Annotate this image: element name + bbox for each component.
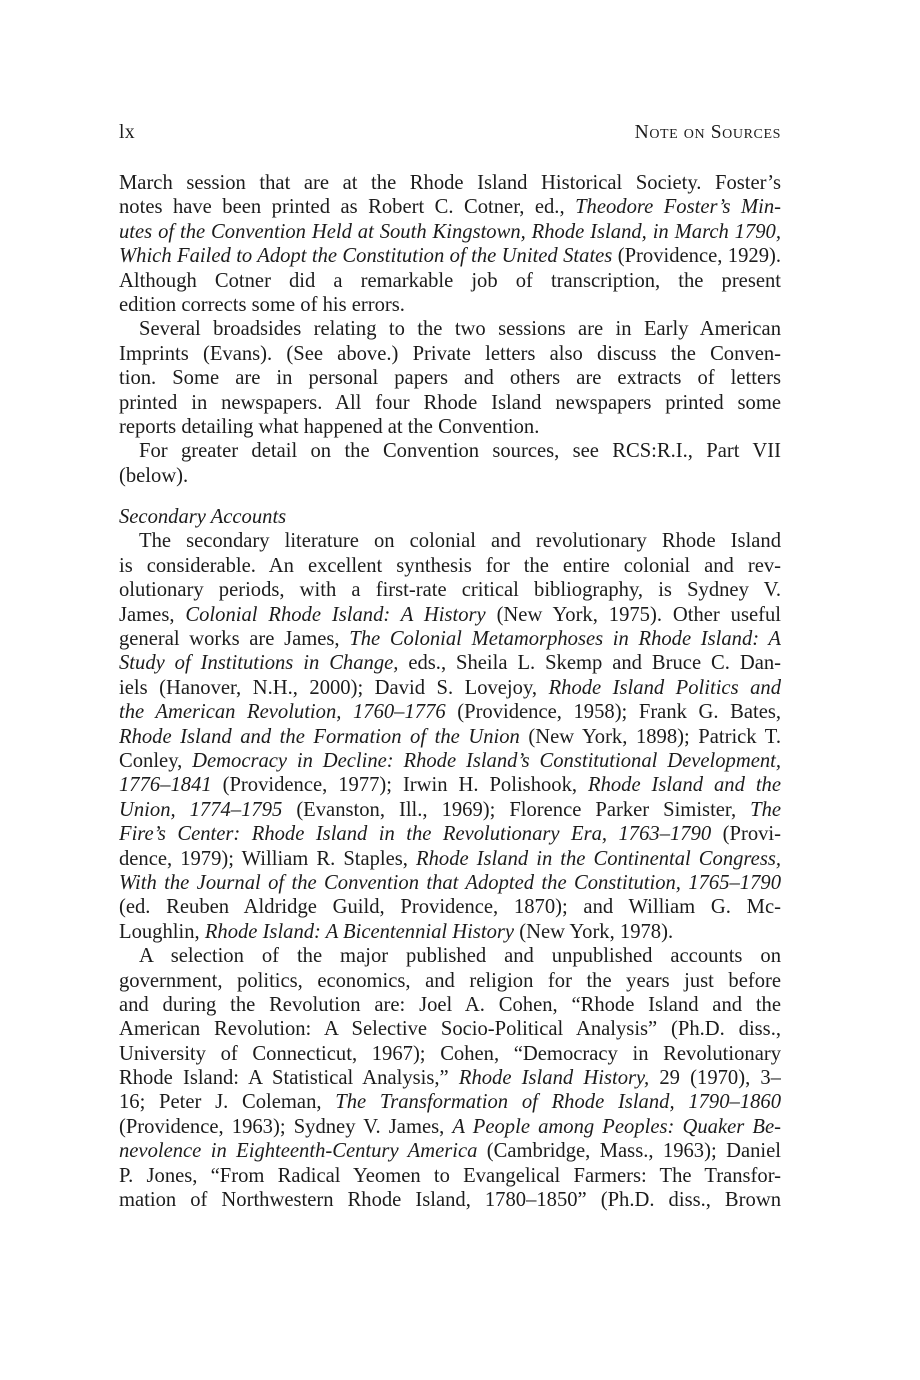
text-run: University of Connecticut, 1967); Cohen, “Democracy in Revolutionary <box>119 1042 781 1065</box>
text-run: Conley, <box>119 749 193 772</box>
italic-title: nevolence in Eighteenth-Century America <box>119 1140 478 1163</box>
italic-title: the American Revolution, 1760–1776 <box>119 701 446 724</box>
italic-title: Union, 1774–1795 <box>119 798 283 821</box>
italic-title: Rhode Island: A Bicentennial History <box>204 920 515 943</box>
italic-title: The Transformation of Rhode Island, 1790–1860 <box>335 1091 781 1114</box>
text-run: (New York, 1978). <box>514 920 674 943</box>
text-line <box>119 920 781 944</box>
text-line <box>119 342 781 366</box>
text-line <box>119 895 781 919</box>
italic-title: With the Journal of the Convention that Adopted the Constitution, 1765–1790 <box>119 871 781 894</box>
text-run: and during the Revolution are: Joel A. Cohen, “Rhode Island and the <box>119 993 781 1016</box>
text-run: notes have been printed as Robert C. Cotner, ed., <box>119 196 576 219</box>
text-run: (below). <box>119 464 189 487</box>
text-run: The secondary literature on colonial and revolutionary Rhode Island <box>139 530 781 553</box>
text-line <box>119 529 781 553</box>
text-line <box>119 871 781 895</box>
text-run: (ed. Reuben Aldridge Guild, Providence, 1870); and William G. Mc- <box>119 896 781 919</box>
text-run: 16; Peter J. Coleman, <box>119 1091 336 1114</box>
text-run: 29 (1970), 3– <box>649 1067 781 1090</box>
text-run: edition corrects some of his errors. <box>119 293 405 316</box>
italic-title: Rhode Island Politics and <box>548 676 781 699</box>
text-line <box>119 220 781 244</box>
text-line <box>119 1090 781 1114</box>
text-run: (Providence, 1958); Frank G. Bates, <box>445 701 781 724</box>
text-run: (Providence, 1977); Irwin H. Polishook, <box>211 774 588 797</box>
text-run: (New York, 1898); Patrick T. <box>519 725 781 748</box>
text-line <box>119 244 781 268</box>
paragraph-p4 <box>119 529 781 944</box>
italic-title: Theodore Foster’s Min- <box>575 196 781 219</box>
italic-title: Rhode Island in the Continental Congress, <box>416 847 781 870</box>
text-line <box>119 391 781 415</box>
italic-title: The <box>750 798 781 821</box>
text-line <box>119 171 781 195</box>
text-line <box>119 1139 781 1163</box>
paragraph-p3 <box>119 439 781 488</box>
text-run: (Provi- <box>711 823 781 846</box>
italic-title: Democracy in Decline: Rhode Island’s Constitutional Development, <box>192 749 781 772</box>
text-run: James, <box>119 603 186 626</box>
italic-title: Rhode Island History, <box>458 1067 650 1090</box>
text-run: Although Cotner did a remarkable job of transcription, the present <box>119 269 781 292</box>
italic-title: utes of the Convention Held at South Kingstown, Rhode Island, in March 1790, <box>119 220 781 243</box>
text-line <box>119 725 781 749</box>
italic-title: Fire’s Center: Rhode Island in the Revolutionary Era, 1763–1790 <box>119 823 712 846</box>
italic-title: The Colonial Metamorphoses in Rhode Island: A <box>349 628 781 651</box>
text-line <box>119 700 781 724</box>
text-run: (Providence, 1963); Sydney V. James, <box>119 1115 453 1138</box>
body-text <box>119 171 781 1212</box>
text-line <box>119 627 781 651</box>
text-run: printed in newspapers. All four Rhode Island newspapers printed some <box>119 391 781 414</box>
italic-title: Rhode Island and the Formation of the Union <box>119 725 520 748</box>
text-run: government, politics, economics, and religion for the years just before <box>119 969 781 992</box>
text-run: (Providence, 1929). <box>612 245 781 268</box>
text-line <box>119 651 781 675</box>
text-line <box>119 415 781 439</box>
paragraph-p2 <box>119 317 781 439</box>
running-head <box>119 122 781 148</box>
text-line <box>119 603 781 627</box>
text-line <box>119 578 781 602</box>
text-line <box>119 439 781 463</box>
paragraph-p5 <box>119 944 781 1212</box>
text-line <box>119 269 781 293</box>
text-line <box>119 293 781 317</box>
text-line <box>119 505 781 529</box>
text-line <box>119 944 781 968</box>
text-run: mation of Northwestern Rhode Island, 1780–1850” (Ph.D. diss., Brown <box>119 1189 781 1212</box>
running-head-title: Note on Sources <box>634 122 781 143</box>
text-line <box>119 822 781 846</box>
text-run: (Evanston, Ill., 1969); Florence Parker Simister, <box>282 798 751 821</box>
italic-title: Which Failed to Adopt the Constitution of the United States <box>119 245 613 268</box>
text-line <box>119 773 781 797</box>
text-run: (New York, 1975). Other useful <box>485 603 781 626</box>
text-line <box>119 1042 781 1066</box>
book-page <box>119 122 781 1212</box>
text-run: iels (Hanover, N.H., 2000); David S. Lovejoy, <box>119 676 549 699</box>
text-line <box>119 1188 781 1212</box>
text-line <box>119 676 781 700</box>
text-run: reports detailing what happened at the Convention. <box>119 415 540 438</box>
italic-title: Rhode Island and the <box>587 774 781 797</box>
text-run: olutionary periods, with a first-rate critical bibliography, is Sydney V. <box>119 579 781 602</box>
text-line <box>119 195 781 219</box>
text-run: Several broadsides relating to the two sessions are in Early American <box>139 318 781 341</box>
italic-title: 1776–1841 <box>119 774 212 797</box>
text-line <box>119 1066 781 1090</box>
text-line <box>119 464 781 488</box>
text-run: March session that are at the Rhode Island Historical Society. Foster’s <box>119 172 781 194</box>
text-run: Loughlin, <box>119 920 205 943</box>
text-run: Rhode Island: A Statistical Analysis,” <box>119 1067 459 1090</box>
italic-title: Study of Institutions in Change, <box>119 652 399 675</box>
page-number: lx <box>119 122 136 143</box>
text-run: eds., Sheila L. Skemp and Bruce C. Dan- <box>398 652 781 675</box>
text-line <box>119 1017 781 1041</box>
italic-title: Colonial Rhode Island: A History <box>185 603 486 626</box>
text-line <box>119 798 781 822</box>
text-line <box>119 317 781 341</box>
text-line <box>119 1164 781 1188</box>
text-run: For greater detail on the Convention sources, see RCS:R.I., Part VII <box>139 440 781 463</box>
text-run: general works are James, <box>119 628 350 651</box>
section-heading <box>119 505 781 529</box>
text-run: American Revolution: A Selective Socio-Political Analysis” (Ph.D. diss., <box>119 1018 781 1041</box>
text-run: Imprints (Evans). (See above.) Private letters also discuss the Conven- <box>119 342 781 365</box>
text-line <box>119 969 781 993</box>
text-run: tion. Some are in personal papers and others are extracts of letters <box>119 367 781 390</box>
text-run: A selection of the major published and unpublished accounts on <box>139 945 781 968</box>
text-run: P. Jones, “From Radical Yeomen to Evangelical Farmers: The Transfor- <box>119 1164 781 1187</box>
paragraph-p1 <box>119 171 781 317</box>
text-line <box>119 847 781 871</box>
text-run: (Cambridge, Mass., 1963); Daniel <box>477 1140 781 1163</box>
text-run: is considerable. An excellent synthesis for the entire colonial and rev- <box>119 554 781 577</box>
italic-title: Secondary Accounts <box>119 506 287 529</box>
italic-title: A People among Peoples: Quaker Be- <box>452 1115 781 1138</box>
text-line <box>119 366 781 390</box>
text-line <box>119 993 781 1017</box>
section-gap <box>119 488 781 505</box>
text-line <box>119 554 781 578</box>
text-line <box>119 1115 781 1139</box>
text-line <box>119 749 781 773</box>
text-run: dence, 1979); William R. Staples, <box>119 847 417 870</box>
